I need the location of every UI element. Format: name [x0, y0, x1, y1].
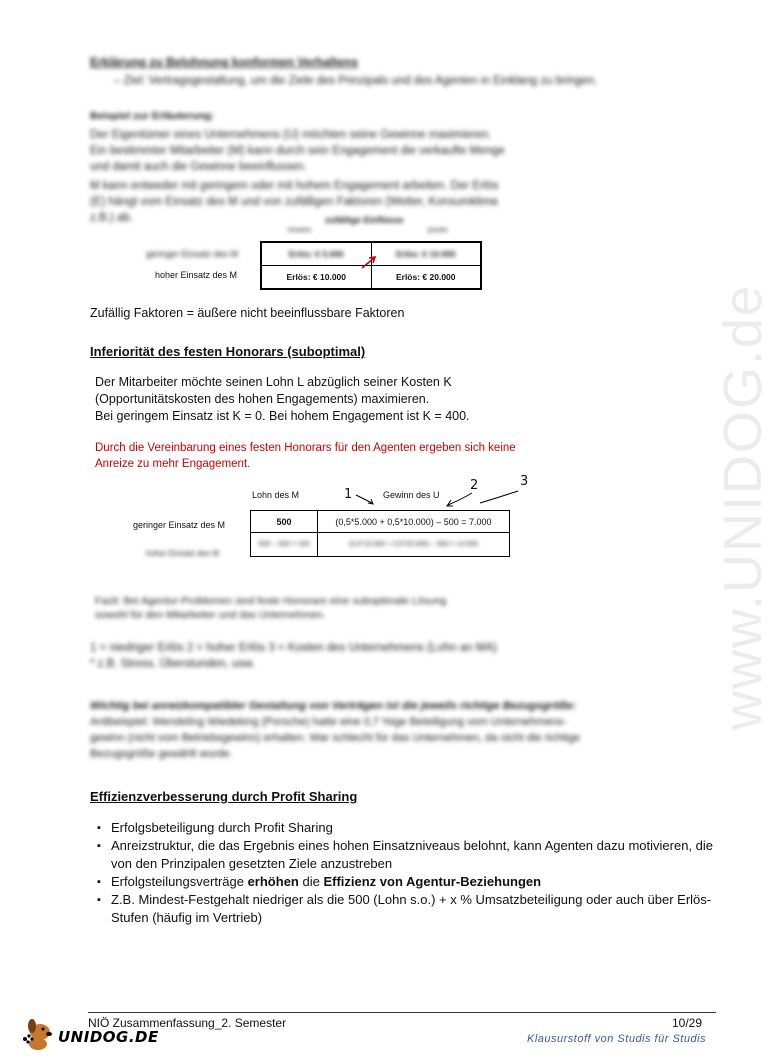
- table-cell: 500 – 400 = 100: [251, 533, 318, 557]
- page-number: 10/29: [672, 1016, 703, 1030]
- table2-row-label: hoher Einsatz des M: [146, 549, 219, 558]
- table2-col-label: Gewinn des U: [383, 490, 440, 500]
- footer-title: NIÖ Zusammenfassung_2. Semester: [88, 1016, 287, 1030]
- section2-paragraph: Der Mitarbeiter möchte seinen Lohn L abzüglich seiner Kosten K (Opportunitätskosten des hohen Engagements) maximieren. Bei geringem Einsatz ist K = 0. Bei hohem Engagement ist K = 400.: [95, 375, 470, 423]
- zufaellig-line: Zufällig Faktoren = äußere nicht beeinflussbare Faktoren: [90, 306, 405, 320]
- table-cell: Erlös: € 10.000: [371, 242, 481, 266]
- table-cell: (0,5*10.000 + 0,5*20.000) – 500 = 14.500: [318, 533, 510, 557]
- section1-bullet: – Ziel: Vertragsgestaltung, um die Ziele des Prinzipals und des Agenten in Einklang zu bringen.: [114, 75, 598, 87]
- table1-title: zufällige Einflüsse: [325, 215, 404, 225]
- table1-row-label: geringer Einsatz des M: [146, 249, 239, 259]
- footer-slogan: Klausurstoff von Studis für Studis: [527, 1033, 707, 1045]
- watermark: www.UNIDOG.de: [713, 283, 773, 730]
- example-heading: Beispiel zur Erläuterung:: [90, 110, 215, 122]
- fazit: Fazit: Bei Agentur-Problemen sind feste Honorare eine suboptimale Lösung sowohl für den Mitarbeiter und das Unternehmen.: [95, 595, 447, 621]
- wichtig-block: Wichtig bei anreizkompatibler Gestaltung von Verträgen ist die jeweils richtige Bezugsgröße: Antibeispiel: Wendeling Wiedeking (Porsche) hatte eine 0,7 %ige Beteiligung vom Unternehmens- gewinn (nicht vom Betriebsgewinn) erhalten. War schlecht für das Unternehmen, da nicht die richtige Bezugsgröße gewählt wurde.: [90, 700, 580, 760]
- section1-heading: Erklärung zu Belohnung konformen Verhaltens: [90, 55, 359, 69]
- list-item: ▪ Anreizstruktur, die das Ergebnis eines hohen Einsatzniveaus belohnt, kann Agenten dazu motivieren, die von den Prinzipalen gesetzten Ziele anzustreben: [95, 837, 715, 873]
- dash-icon: –: [114, 75, 124, 87]
- logo-text: UNIDOG.DE: [58, 1028, 159, 1046]
- table1-col-label: positiv: [428, 227, 448, 234]
- table-cell: Erlös: € 5.000: [261, 242, 371, 266]
- table-cell: Erlös: € 20.000: [371, 266, 481, 290]
- table1-col-label: hinweis: [288, 227, 312, 234]
- list-item: ▪ Erfolgsbeteiligung durch Profit Sharing: [95, 819, 715, 837]
- legend: 1 = niedriger Erlös 2 = hoher Erlös 3 = Kosten des Unternehmens (Lohn an MA) * z.B. Stress, Überstunden, usw.: [90, 642, 497, 670]
- table2-col-label: Lohn des M: [252, 490, 300, 500]
- section3-heading: Effizienzverbesserung durch Profit Sharing: [90, 789, 358, 804]
- table-cell: 500: [251, 511, 318, 533]
- table-cell: Erlös: € 10.000: [261, 266, 371, 290]
- list-item: ▪ Erfolgsteilungsverträge erhöhen die Effizienz von Agentur-Beziehungen: [95, 873, 715, 891]
- table2-row-label: geringer Einsatz des M: [133, 520, 226, 530]
- section2-red-note: Durch die Vereinbarung eines festen Honorars für den Agenten ergeben sich keine Anreize zu mehr Engagement.: [95, 442, 516, 470]
- table-cell: (0,5*5.000 + 0,5*10.000) – 500 = 7.000: [318, 511, 510, 533]
- table1-row-label: hoher Einsatz des M: [155, 270, 238, 280]
- annotation-3: 3: [520, 474, 529, 489]
- annotation-2: 2: [470, 478, 479, 493]
- annotation-1: 1: [344, 487, 353, 502]
- arrow-icon: [360, 254, 380, 270]
- example-text: Der Eigentümer eines Unternehmens (U) möchten seine Gewinne maximieren. Ein bestimmter Mitarbeiter (M) kann durch sein Engagement die verkaufte Menge und damit auch die Gewinne beeinflussen. M kann entweder mit geringem oder mit hohem Engagement arbeiten. Der Erlös (E) hängt vom Einsatz des M und von zufälligen Faktoren (Wetter, Konsumklima z.B.) ab.: [90, 129, 505, 224]
- section2-heading: Inferiorität des festen Honorars (suboptimal): [90, 344, 366, 359]
- list-item: ▪ Z.B. Mindest-Festgehalt niedriger als die 500 (Lohn s.o.) + x % Umsatzbeteiligung oder auch über Erlös-Stufen (häufig im Vertrieb): [95, 891, 715, 927]
- section3-bullets: [95, 819, 715, 927]
- footer-divider: [88, 1012, 716, 1013]
- table2: [250, 510, 510, 557]
